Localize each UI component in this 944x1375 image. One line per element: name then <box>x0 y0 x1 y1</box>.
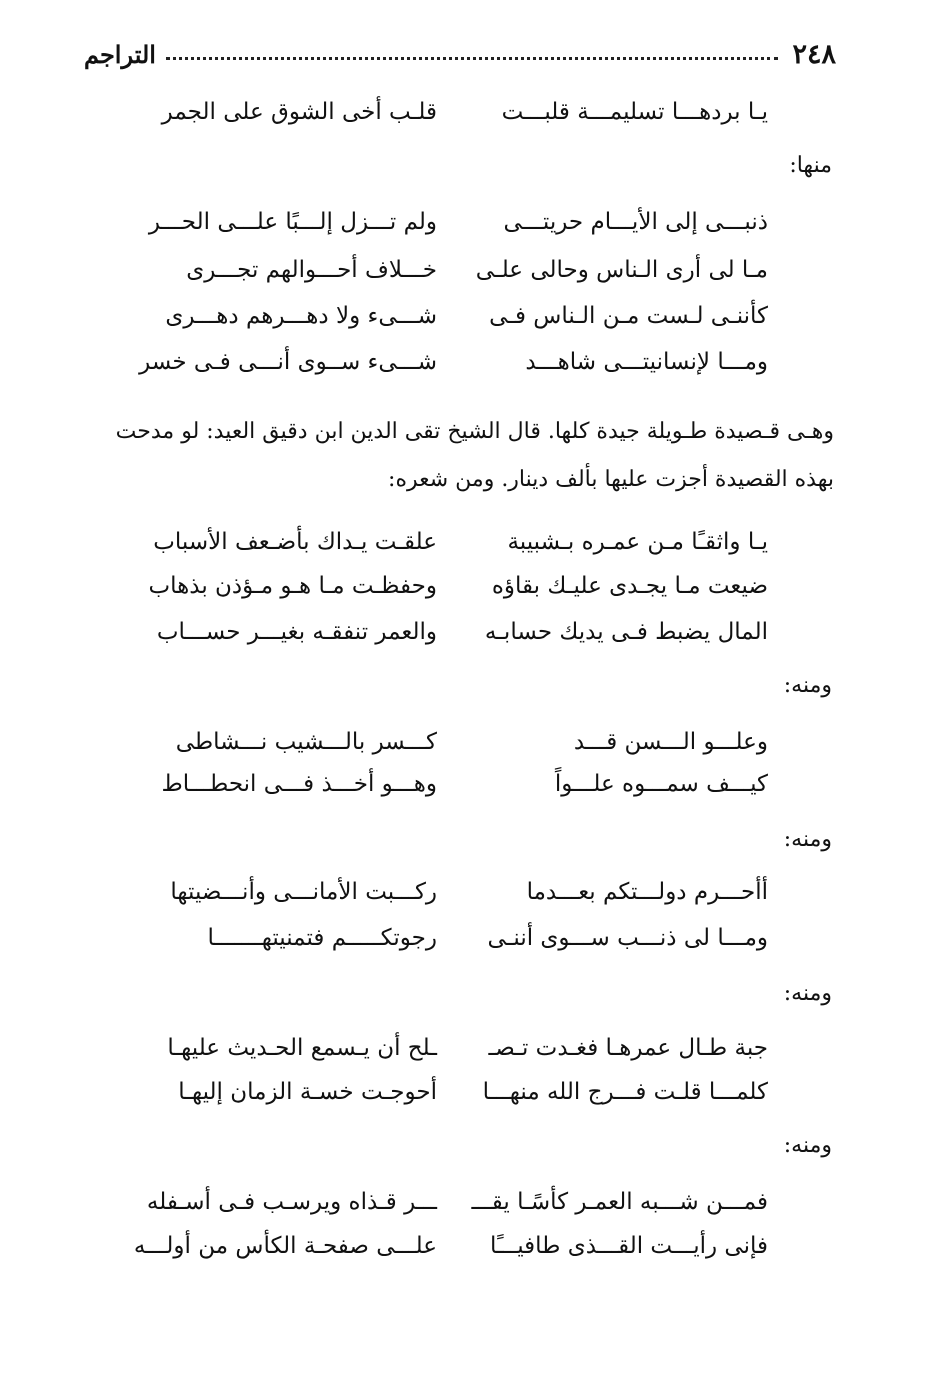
page-header <box>84 34 836 74</box>
verse-line <box>0 566 944 606</box>
verse-second-hemistich: ـلح أن يـسمع الحـديث عليهـا <box>167 1035 437 1061</box>
verse-line <box>0 1182 944 1222</box>
verse-second-hemistich: علقـت يـداك بأضـعف الأسباب <box>153 529 437 555</box>
verse-second-hemistich: أحوجـت خسـة الزمان إليهـا <box>178 1079 437 1105</box>
page-number: ٢٤٨ <box>792 38 836 70</box>
verse-first-hemistich: ضيعت مـا يجـدى عليـك بقاؤه <box>491 573 768 599</box>
verse-second-hemistich: علـــى صفحـة الكأس من أولـــه <box>133 1233 437 1259</box>
verse-first-hemistich: مـا لى أرى الـناس وحالى علـى <box>475 257 768 283</box>
prose-paragraph-line: وهـى قـصيدة طـويلة جيدة كلها. قال الشيخ تقى الدين ابن دقيق العيد: لو مدحت <box>115 419 834 444</box>
verse-first-hemistich: أأحـــرم دولـــتكم بعـــدما <box>526 879 768 905</box>
verse-second-hemistich: خـــلاف أحـــوالهم تجـــرى <box>186 257 437 283</box>
verse-first-hemistich: يـا واثقـًا مـن عمـره بـشبيبة <box>507 529 768 555</box>
verse-second-hemistich: ولم تـــزل إلـــبًا علـــى الحـــر <box>148 209 437 235</box>
verse-line <box>0 202 944 242</box>
verse-line <box>0 296 944 336</box>
verse-first-hemistich: ومـــا لإنسانيتـــى شاهـــد <box>525 349 768 375</box>
verse-second-hemistich: شـــىء ســوى أنـــى فـى خسر <box>139 349 437 375</box>
verse-line <box>0 918 944 958</box>
verse-line <box>0 764 944 804</box>
verse-line <box>0 722 944 762</box>
running-title: التراجم <box>84 39 156 69</box>
verse-first-hemistich: ذنبـــى إلى الأيـــام حريتـــى <box>503 209 768 235</box>
verse-second-hemistich: والعمر تنفقـه بغيـــر حســـاب <box>156 619 437 645</box>
verse-line <box>0 872 944 912</box>
verse-second-hemistich: رجوتكـــــم فتمنيتهـــــــا <box>207 925 437 951</box>
section-label: ومنه: <box>783 827 832 852</box>
verse-line <box>0 1226 944 1266</box>
section-label: ومنه: <box>783 673 832 698</box>
verse-line <box>0 1028 944 1068</box>
verse-line <box>0 612 944 652</box>
section-label: ومنه: <box>783 981 832 1006</box>
verse-first-hemistich: كيـــف سمـــوه علـــواً <box>554 771 768 797</box>
verse-second-hemistich: شـــىء ولا دهـــرهم دهـــرى <box>165 303 437 329</box>
verse-second-hemistich: وهـــو أخـــذ فـــى انحطـــاط <box>161 771 437 797</box>
section-label: ومنه: <box>783 1133 832 1158</box>
verse-second-hemistich: قلـب أخى الشوق على الجمر <box>161 99 437 125</box>
verse-first-hemistich: فمـــن شـــبه العمـر كأسًـا يقـــ <box>471 1189 768 1215</box>
verse-second-hemistich: وحفظـت مـا هـو مـؤذن بذهاب <box>148 573 437 599</box>
verse-line <box>0 522 944 562</box>
header-dotted-leader <box>166 57 779 60</box>
prose-paragraph-line: بهذه القصيدة أجزت عليها بألف دينار. ومن شعره: <box>388 467 834 492</box>
verse-first-hemistich: ومـــا لى ذنـــب ســـوى أننـى <box>487 925 768 951</box>
verse-line <box>0 342 944 382</box>
verse-first-hemistich: فإنى رأيـــت القـــذى طافيـــًا <box>490 1233 768 1259</box>
verse-line <box>0 1072 944 1112</box>
verse-line <box>0 250 944 290</box>
verse-second-hemistich: كـــسر بالـــشيب نـــشاطى <box>175 729 437 755</box>
verse-first-hemistich: وعلـــو الـــسن قـــد <box>573 729 768 755</box>
verse-first-hemistich: جبة طـال عمرهـا فغـدت تـصـ <box>488 1035 768 1061</box>
verse-first-hemistich: كلمـــا قلـت فـــرج الله منهـــا <box>482 1079 768 1105</box>
verse-first-hemistich: كأننـى لـست مـن الـناس فـى <box>489 303 768 329</box>
verse-second-hemistich: ركـــبت الأمانـــى وأنـــضيتها <box>170 879 437 905</box>
verse-second-hemistich: ـــر قـذاه ويرسـب فـى أسـفله <box>146 1189 437 1215</box>
section-label: منها: <box>789 153 832 178</box>
verse-first-hemistich: المال يضبط فـى يديك حسابـه <box>484 619 768 645</box>
verse-line <box>0 92 944 132</box>
verse-first-hemistich: يـا بردهـــا تسليمـــة قلبـــت <box>501 99 768 125</box>
